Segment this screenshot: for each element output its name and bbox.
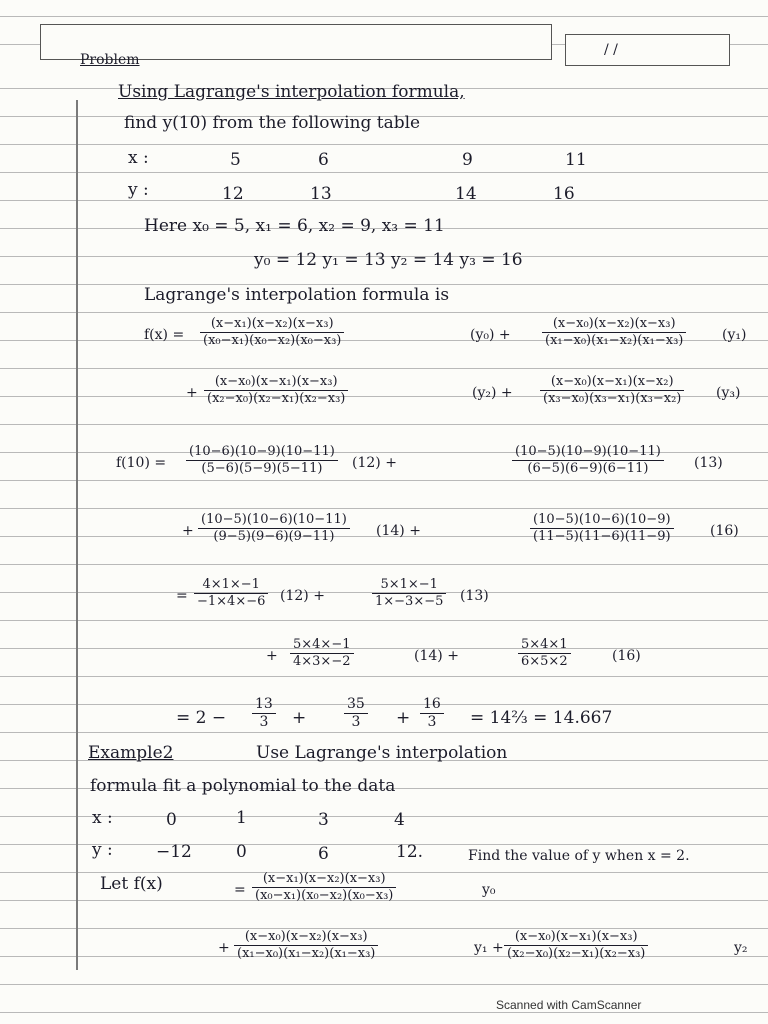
fraction-sub-0: $\frac{(10-6)(10-9)(10-11)}{(5-6)(5-9)(5-11)}$ [186,444,338,477]
plus-sign: + [182,523,194,539]
sub-2-y: (14) + [376,523,421,539]
equals-sign: = [176,588,188,604]
date-box [565,34,730,66]
ex2-y-value: 0 [236,842,247,862]
reduced-3-y: (16) [612,648,641,664]
here-x-line: Here x₀ = 5, x₁ = 6, x₂ = 9, x₃ = 11 [144,216,445,236]
fraction-final-1: $\frac{13}{3}$ [252,696,276,731]
here-y-line: y₀ = 12 y₁ = 13 y₂ = 14 y₃ = 16 [254,250,523,270]
y-value: 14 [455,184,477,204]
final-prefix: = 2 − [176,708,227,728]
let-fx: Let f(x) [100,874,163,894]
term-0-y: (y₀) + [470,327,511,343]
fx-label: f(x) = [144,327,185,343]
fraction-sub-3: $\frac{(10-5)(10-6)(10-9)}{(11-5)(11-6)(11-9)}$ [530,512,674,545]
scanner-watermark: Scanned with CamScanner [496,998,642,1012]
fraction-ex2-2: $\frac{\text{(x−x₀)(x−x₁)(x−x₃)}}{\text{(x₂−x₀)(x₂−x₁)(x₂−x₃)}}$ [504,929,648,962]
example2-line-1: Use Lagrange's interpolation [256,743,508,763]
reduced-2-y: (14) + [414,648,459,664]
ex2-y-label: y : [92,840,113,860]
fraction-term-2: $\frac{\text{(x−x₀)(x−x₁)(x−x₃)}}{\text{(x₂−x₀)(x₂−x₁)(x₂−x₃)}}$ [204,374,348,407]
fraction-term-3: $\frac{\text{(x−x₀)(x−x₁)(x−x₂)}}{\text{(x₃−x₀)(x₃−x₁)(x₃−x₂)}}$ [540,374,684,407]
x-value: 11 [565,150,587,170]
find-value-note: Find the value of y when x = 2. [468,848,690,864]
sub-1-y: (13) [694,455,723,471]
fraction-term-1: $\frac{\text{(x−x₀)(x−x₂)(x−x₃)}}{\text{(x₁−x₀)(x₁−x₂)(x₁−x₃)}}$ [542,316,686,349]
fraction-final-3: $\frac{16}{3}$ [420,696,444,731]
plus-sign: + [186,385,198,401]
fraction-sub-2: $\frac{(10-5)(10-6)(10-11)}{(9-5)(9-6)(9-11)}$ [198,512,350,545]
x-value: 5 [230,150,241,170]
ex2-x-value: 0 [166,810,177,830]
fraction-reduced-3: $\frac{5\times 4\times 1}{6\times 5\times 2}$ [518,637,571,670]
problem-line-1: Using Lagrange's interpolation formula, [118,82,465,102]
fraction-ex2-1: $\frac{\text{(x−x₀)(x−x₂)(x−x₃)}}{\text{(x₁−x₀)(x₁−x₂)(x₁−x₃)}}$ [234,929,378,962]
plus-sign: + [218,940,230,956]
y-label: y : [128,180,149,200]
ex2-0-y: y₀ [482,882,496,898]
ex2-y-value: 12. [396,842,424,862]
fraction-reduced-2: $\frac{5\times 4\times-1}{4\times 3\times-2}$ [290,637,354,670]
final-plus-2: + [396,708,411,728]
final-plus-1: + [292,708,307,728]
problem-label: Problem [80,52,140,68]
equals-sign: = [234,882,246,898]
fraction-final-2: $\frac{35}{3}$ [344,696,368,731]
ex2-x-label: x : [92,808,113,828]
y-value: 16 [553,184,575,204]
formula-title: Lagrange's interpolation formula is [144,285,450,305]
ex2-1-y: y₁ + [474,940,504,956]
ex2-x-value: 3 [318,810,329,830]
sub-3-y: (16) [710,523,739,539]
ex2-y-value: 6 [318,844,329,864]
fraction-ex2-0: $\frac{\text{(x−x₁)(x−x₂)(x−x₃)}}{\text{(x₀−x₁)(x₀−x₂)(x₀−x₃)}}$ [252,871,396,904]
ex2-y-value: −12 [156,842,192,862]
f10-label: f(10) = [116,455,167,471]
fraction-reduced-0: $\frac{4\times 1\times-1}{-1\times 4\times-6}$ [194,577,268,610]
fraction-reduced-1: $\frac{5\times 1\times-1}{1\times-3\times-5}$ [372,577,446,610]
y-value: 13 [310,184,332,204]
date-marks: / / [604,42,618,58]
term-3-y: (y₃) [716,385,741,401]
x-value: 9 [462,150,473,170]
x-value: 6 [318,150,329,170]
term-2-y: (y₂) + [472,385,513,401]
final-result: = 14⅔ = 14.667 [470,708,613,728]
plus-sign: + [266,648,278,664]
x-label: x : [128,148,149,168]
reduced-0-y: (12) + [280,588,325,604]
ex2-x-value: 1 [236,808,247,828]
fraction-sub-1: $\frac{(10-5)(10-9)(10-11)}{(6-5)(6-9)(6-11)}$ [512,444,664,477]
example2-line-2: formula fit a polynomial to the data [90,776,396,796]
example2-title: Example2 [88,743,174,763]
reduced-1-y: (13) [460,588,489,604]
ex2-2-y: y₂ [734,940,748,956]
problem-line-2: find y(10) from the following table [124,113,421,133]
term-1-y: (y₁) [722,327,747,343]
ex2-x-value: 4 [394,810,405,830]
sub-0-y: (12) + [352,455,397,471]
y-value: 12 [222,184,244,204]
margin-line [76,100,78,970]
fraction-term-0: $\frac{\text{(x−x₁)(x−x₂)(x−x₃)}}{\text{(x₀−x₁)(x₀−x₂)(x₀−x₃)}}$ [200,316,344,349]
